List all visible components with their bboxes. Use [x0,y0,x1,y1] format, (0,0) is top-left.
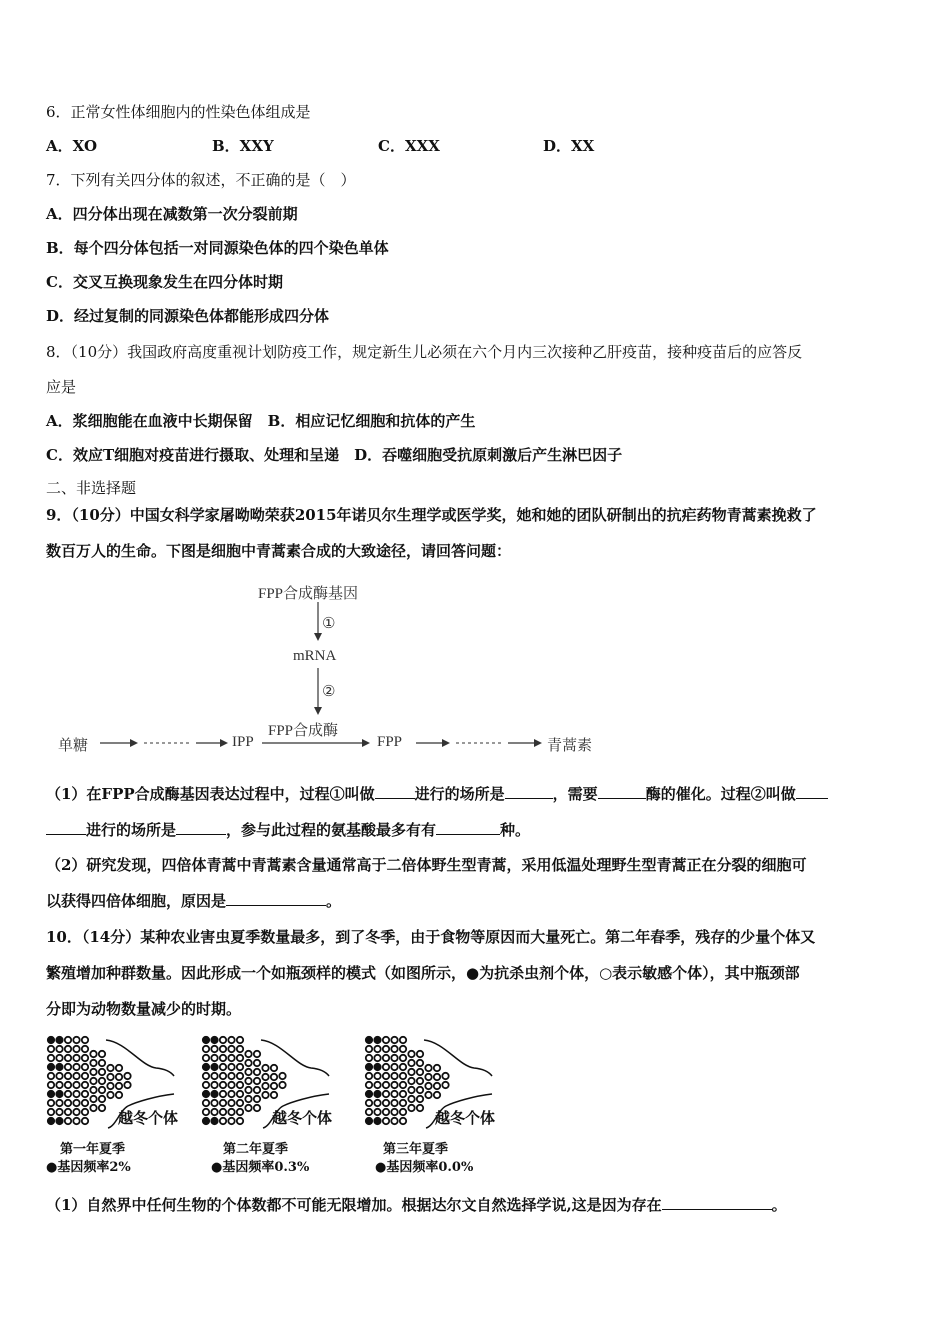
resistant-individual-dot [374,1064,380,1070]
resistant-individual-dot [203,1091,209,1097]
sensitive-individual-dot [442,1073,448,1079]
q7-stem: 7．下列有关四分体的叙述，不正确的是（ ） [46,171,356,189]
resistant-individual-dot [48,1091,54,1097]
sensitive-individual-dot [271,1065,277,1071]
sensitive-individual-dot [366,1055,372,1061]
resistant-individual-dot [56,1091,62,1097]
sensitive-individual-dot [408,1078,414,1084]
sensitive-individual-dot [82,1109,88,1115]
q8-stem-line2: 应是 [46,378,77,396]
sensitive-individual-dot [90,1087,96,1093]
sensitive-individual-dot [425,1074,431,1080]
season-label-year2: 第二年夏季 [223,1142,289,1157]
sensitive-individual-dot [417,1069,423,1075]
sensitive-individual-dot [400,1064,406,1070]
sensitive-individual-dot [237,1082,243,1088]
sensitive-individual-dot [271,1074,277,1080]
q9-sub1-text-f: ，参与此过程的氨基酸最多有有 [226,821,437,839]
sensitive-individual-dot [48,1073,54,1079]
sensitive-individual-dot [245,1087,251,1093]
sensitive-individual-dot [220,1109,226,1115]
sensitive-individual-dot [211,1046,217,1052]
answer-blank-7[interactable] [226,891,326,906]
sensitive-individual-dot [254,1069,260,1075]
sensitive-individual-dot [374,1100,380,1106]
q9-stem-line1: 9．（10分）中国女科学家屠呦呦荣获2015年诺贝尔生理学或医学奖，她和她的团队研制出的抗疟药物青蒿素挽救了 [46,506,817,524]
sensitive-individual-dot [220,1091,226,1097]
diagram-artemisinin-label: 青蒿素 [547,738,593,754]
diagram-step2-label: ② [322,684,336,700]
sensitive-individual-dot [271,1083,277,1089]
sensitive-individual-dot [211,1055,217,1061]
resistant-individual-dot [203,1118,209,1124]
sensitive-individual-dot [245,1060,251,1066]
sensitive-individual-dot [65,1073,71,1079]
sensitive-individual-dot [73,1073,79,1079]
sensitive-individual-dot [203,1082,209,1088]
sensitive-individual-dot [90,1051,96,1057]
sensitive-individual-dot [220,1082,226,1088]
resistant-individual-dot [211,1091,217,1097]
sensitive-individual-dot [56,1100,62,1106]
sensitive-individual-dot [408,1105,414,1111]
sensitive-individual-dot [391,1109,397,1115]
sensitive-individual-dot [254,1087,260,1093]
sensitive-individual-dot [82,1064,88,1070]
sensitive-individual-dot [65,1109,71,1115]
sensitive-individual-dot [107,1083,113,1089]
sensitive-individual-dot [65,1046,71,1052]
sensitive-individual-dot [245,1096,251,1102]
sensitive-individual-dot [237,1118,243,1124]
sensitive-individual-dot [220,1073,226,1079]
q7-option-c[interactable]: C．交叉互换现象发生在四分体时期 [46,273,283,291]
resistant-individual-dot [48,1064,54,1070]
sensitive-individual-dot [434,1083,440,1089]
q7-option-d[interactable]: D．经过复制的同源染色体都能形成四分体 [46,307,330,325]
freq-label-year1: ●基因频率2% [46,1160,131,1175]
sensitive-individual-dot [262,1065,268,1071]
diagram-enzyme-label: FPP合成酶 [268,723,339,739]
sensitive-individual-dot [366,1082,372,1088]
sensitive-individual-dot [417,1078,423,1084]
sensitive-individual-dot [434,1092,440,1098]
season-label-year3: 第三年夏季 [383,1142,449,1157]
sensitive-individual-dot [383,1118,389,1124]
sensitive-individual-dot [82,1073,88,1079]
sensitive-individual-dot [374,1055,380,1061]
sensitive-individual-dot [220,1037,226,1043]
q10-stem-line1: 10．（14分）某种农业害虫夏季数量最多，到了冬季，由于食物等原因而大量死亡。第二年春季，残存的少量个体又 [46,928,816,946]
sensitive-individual-dot [82,1082,88,1088]
sensitive-individual-dot [116,1092,122,1098]
sensitive-individual-dot [65,1091,71,1097]
sensitive-individual-dot [434,1074,440,1080]
answer-blank-1[interactable] [375,784,415,799]
pathway-arrow-2-icon [262,736,374,750]
q7-option-a[interactable]: A．四分体出现在减数第一次分裂前期 [46,205,298,223]
sensitive-individual-dot [245,1051,251,1057]
resistant-individual-dot [211,1037,217,1043]
q10-sub1-end: 。 [771,1196,787,1214]
sensitive-individual-dot [124,1082,130,1088]
freq-label-year2: ●基因频率0.3% [211,1160,310,1175]
sensitive-individual-dot [434,1065,440,1071]
answer-blank-2[interactable] [505,784,553,799]
q9-sub2-text: 以获得四倍体细胞，原因是 [46,892,227,910]
sensitive-individual-dot [56,1073,62,1079]
sensitive-individual-dot [90,1096,96,1102]
sensitive-individual-dot [203,1100,209,1106]
sensitive-individual-dot [99,1096,105,1102]
sensitive-individual-dot [99,1078,105,1084]
sensitive-individual-dot [271,1092,277,1098]
sensitive-individual-dot [107,1065,113,1071]
sensitive-individual-dot [366,1100,372,1106]
sensitive-individual-dot [228,1109,234,1115]
sensitive-individual-dot [400,1046,406,1052]
q10-sub1-text: （1）自然界中任何生物的个体数都不可能无限增加。根据达尔文自然选择学说,这是因为存在 [46,1196,662,1214]
pathway-arrow-1-icon [100,736,230,750]
answer-blank-6[interactable] [436,820,500,835]
sensitive-individual-dot [400,1100,406,1106]
q9-sub1-text-c: ，需要 [552,785,598,803]
sensitive-individual-dot [65,1100,71,1106]
q9-sub2-line1: （2）研究发现，四倍体青蒿中青蒿素含量通常高于二倍体野生型青蒿，采用低温处理野生型青蒿正在分裂的细胞可 [46,856,807,874]
sensitive-individual-dot [211,1100,217,1106]
sensitive-individual-dot [245,1078,251,1084]
q6-option-d[interactable]: D．XX [543,137,595,155]
sensitive-individual-dot [65,1055,71,1061]
sensitive-individual-dot [237,1037,243,1043]
sensitive-individual-dot [48,1109,54,1115]
q7-option-b[interactable]: B．每个四分体包括一对同源染色体的四个染色单体 [46,239,389,257]
sensitive-individual-dot [383,1091,389,1097]
sensitive-individual-dot [425,1065,431,1071]
resistant-individual-dot [374,1037,380,1043]
season-label-year1: 第一年夏季 [60,1142,126,1157]
sensitive-individual-dot [228,1037,234,1043]
sensitive-individual-dot [73,1037,79,1043]
answer-blank-8[interactable] [662,1195,772,1210]
sensitive-individual-dot [391,1118,397,1124]
sensitive-individual-dot [56,1082,62,1088]
sensitive-individual-dot [417,1060,423,1066]
sensitive-individual-dot [383,1055,389,1061]
q6-option-b[interactable]: B．XXY [212,137,274,155]
sensitive-individual-dot [99,1060,105,1066]
sensitive-individual-dot [366,1109,372,1115]
winter-label-year1: 越冬个体 [118,1109,179,1127]
resistant-individual-dot [374,1091,380,1097]
q6-option-c[interactable]: C．XXX [378,137,440,155]
sensitive-individual-dot [65,1064,71,1070]
sensitive-individual-dot [73,1082,79,1088]
resistant-individual-dot [203,1037,209,1043]
sensitive-individual-dot [90,1105,96,1111]
q8-options-row1[interactable]: A．浆细胞能在血液中长期保留 B．相应记忆细胞和抗体的产生 [46,412,476,430]
diagram-step1-label: ① [322,616,336,632]
q9-sub2-end: 。 [326,892,342,910]
sensitive-individual-dot [73,1118,79,1124]
q9-sub1-text-b: 进行的场所是 [414,785,505,803]
sensitive-individual-dot [48,1100,54,1106]
sensitive-individual-dot [254,1051,260,1057]
sensitive-individual-dot [220,1046,226,1052]
sensitive-individual-dot [107,1074,113,1080]
sensitive-individual-dot [90,1060,96,1066]
resistant-individual-dot [48,1037,54,1043]
sensitive-individual-dot [245,1069,251,1075]
sensitive-individual-dot [374,1046,380,1052]
sensitive-individual-dot [417,1051,423,1057]
answer-blank-3[interactable] [598,784,646,799]
sensitive-individual-dot [73,1046,79,1052]
sensitive-individual-dot [73,1109,79,1115]
sensitive-individual-dot [99,1051,105,1057]
q9-sub1-line2 [46,820,530,840]
sensitive-individual-dot [107,1092,113,1098]
sensitive-individual-dot [383,1100,389,1106]
q9-sub1-line1 [46,784,828,804]
sensitive-individual-dot [99,1069,105,1075]
resistant-individual-dot [56,1118,62,1124]
diagram-mrna-label: mRNA [293,648,337,664]
sensitive-individual-dot [391,1064,397,1070]
sensitive-individual-dot [400,1118,406,1124]
sensitive-individual-dot [417,1087,423,1093]
sensitive-individual-dot [254,1060,260,1066]
sensitive-individual-dot [48,1055,54,1061]
sensitive-individual-dot [262,1092,268,1098]
sensitive-individual-dot [73,1091,79,1097]
sensitive-individual-dot [391,1073,397,1079]
sensitive-individual-dot [262,1074,268,1080]
sensitive-individual-dot [73,1064,79,1070]
sensitive-individual-dot [417,1105,423,1111]
resistant-individual-dot [203,1064,209,1070]
sensitive-individual-dot [374,1073,380,1079]
diagram-gene-label: FPP合成酶基因 [258,586,359,602]
sensitive-individual-dot [383,1046,389,1052]
sensitive-individual-dot [400,1073,406,1079]
q6-stem: 6．正常女性体细胞内的性染色体组成是 [46,103,311,121]
resistant-individual-dot [56,1037,62,1043]
sensitive-individual-dot [417,1096,423,1102]
pathway-arrow-3-icon [416,736,546,750]
sensitive-individual-dot [245,1105,251,1111]
sensitive-individual-dot [220,1064,226,1070]
sensitive-individual-dot [211,1082,217,1088]
q10-stem-line3: 分即为动物数量减少的时期。 [46,1000,242,1018]
sensitive-individual-dot [48,1082,54,1088]
answer-blank-4a[interactable] [796,784,828,799]
sensitive-individual-dot [56,1109,62,1115]
sensitive-individual-dot [124,1073,130,1079]
sensitive-individual-dot [383,1037,389,1043]
sensitive-individual-dot [391,1055,397,1061]
sensitive-individual-dot [279,1082,285,1088]
sensitive-individual-dot [425,1092,431,1098]
sensitive-individual-dot [220,1055,226,1061]
sensitive-individual-dot [82,1037,88,1043]
sensitive-individual-dot [203,1055,209,1061]
sensitive-individual-dot [442,1082,448,1088]
sensitive-individual-dot [228,1091,234,1097]
sensitive-individual-dot [211,1109,217,1115]
sensitive-individual-dot [237,1064,243,1070]
sensitive-individual-dot [254,1078,260,1084]
sensitive-individual-dot [220,1118,226,1124]
sensitive-individual-dot [82,1100,88,1106]
sensitive-individual-dot [400,1091,406,1097]
sensitive-individual-dot [116,1074,122,1080]
sensitive-individual-dot [237,1100,243,1106]
resistant-individual-dot [56,1064,62,1070]
sensitive-individual-dot [391,1037,397,1043]
diagram-ipp-label: IPP [232,734,254,750]
sensitive-individual-dot [279,1073,285,1079]
sensitive-individual-dot [220,1100,226,1106]
sensitive-individual-dot [116,1065,122,1071]
q9-stem-line2: 数百万人的生命。下图是细胞中青蒿素合成的大致途径，请回答问题： [46,542,512,560]
sensitive-individual-dot [391,1091,397,1097]
winter-label-year2: 越冬个体 [272,1109,333,1127]
sensitive-individual-dot [73,1100,79,1106]
freq-label-year3: ●基因频率0.0% [375,1160,474,1175]
sensitive-individual-dot [374,1082,380,1088]
q6-option-a[interactable]: A．XO [46,137,98,155]
sensitive-individual-dot [237,1109,243,1115]
sensitive-individual-dot [65,1082,71,1088]
resistant-individual-dot [366,1118,372,1124]
sensitive-individual-dot [408,1060,414,1066]
q9-sub1-text-d: 酶的催化。过程②叫做 [645,785,796,803]
sensitive-individual-dot [374,1109,380,1115]
sensitive-individual-dot [383,1109,389,1115]
resistant-individual-dot [366,1091,372,1097]
sensitive-individual-dot [228,1064,234,1070]
sensitive-individual-dot [65,1118,71,1124]
sensitive-individual-dot [211,1073,217,1079]
sensitive-individual-dot [400,1055,406,1061]
winter-label-year3: 越冬个体 [435,1109,496,1127]
sensitive-individual-dot [203,1073,209,1079]
sensitive-individual-dot [228,1055,234,1061]
sensitive-individual-dot [82,1046,88,1052]
diagram-monosaccharide-label: 单糖 [58,738,89,754]
sensitive-individual-dot [408,1087,414,1093]
sensitive-individual-dot [400,1082,406,1088]
sensitive-individual-dot [56,1046,62,1052]
q9-sub1-text-a: （1）在FPP合成酶基因表达过程中，过程①叫做 [46,785,375,803]
sensitive-individual-dot [99,1087,105,1093]
sensitive-individual-dot [82,1091,88,1097]
sensitive-individual-dot [82,1055,88,1061]
sensitive-individual-dot [254,1105,260,1111]
sensitive-individual-dot [203,1109,209,1115]
sensitive-individual-dot [56,1055,62,1061]
sensitive-individual-dot [383,1082,389,1088]
sensitive-individual-dot [383,1064,389,1070]
sensitive-individual-dot [391,1046,397,1052]
answer-blank-5[interactable] [176,820,226,835]
sensitive-individual-dot [99,1105,105,1111]
sensitive-individual-dot [366,1046,372,1052]
q9-sub2-line2 [46,891,341,911]
resistant-individual-dot [48,1118,54,1124]
resistant-individual-dot [211,1064,217,1070]
q8-options-row2[interactable]: C．效应T细胞对疫苗进行摄取、处理和呈递 D．吞噬细胞受抗原刺激后产生淋巴因子 [46,446,623,464]
sensitive-individual-dot [82,1118,88,1124]
sensitive-individual-dot [228,1046,234,1052]
sensitive-individual-dot [228,1082,234,1088]
sensitive-individual-dot [254,1096,260,1102]
sensitive-individual-dot [400,1037,406,1043]
sensitive-individual-dot [203,1046,209,1052]
sensitive-individual-dot [228,1118,234,1124]
sensitive-individual-dot [65,1037,71,1043]
sensitive-individual-dot [48,1046,54,1052]
q10-sub1 [46,1195,787,1215]
sensitive-individual-dot [228,1100,234,1106]
resistant-individual-dot [366,1037,372,1043]
sensitive-individual-dot [237,1091,243,1097]
resistant-individual-dot [211,1118,217,1124]
sensitive-individual-dot [391,1100,397,1106]
section-title: 二、非选择题 [46,479,137,497]
sensitive-individual-dot [366,1073,372,1079]
q8-stem-line1: 8．（10分）我国政府高度重视计划防疫工作，规定新生儿必须在六个月内三次接种乙肝疫苗，接种疫苗后的应答反 [46,343,803,361]
q9-sub1-text-e: 进行的场所是 [86,821,177,839]
sensitive-individual-dot [408,1069,414,1075]
sensitive-individual-dot [237,1073,243,1079]
sensitive-individual-dot [237,1055,243,1061]
sensitive-individual-dot [408,1096,414,1102]
sensitive-individual-dot [400,1109,406,1115]
q10-stem-line2: 繁殖增加种群数量。因此形成一个如瓶颈样的模式（如图所示，●为抗杀虫剂个体，○表示敏感个体），其中瓶颈部 [46,964,800,982]
sensitive-individual-dot [425,1083,431,1089]
sensitive-individual-dot [237,1046,243,1052]
sensitive-individual-dot [90,1069,96,1075]
sensitive-individual-dot [116,1083,122,1089]
sensitive-individual-dot [90,1078,96,1084]
resistant-individual-dot [374,1118,380,1124]
sensitive-individual-dot [73,1055,79,1061]
sensitive-individual-dot [408,1051,414,1057]
q9-sub1-text-g: 种。 [500,821,531,839]
answer-blank-4b[interactable] [46,820,86,835]
diagram-fpp-label: FPP [377,734,403,750]
sensitive-individual-dot [262,1083,268,1089]
sensitive-individual-dot [391,1082,397,1088]
resistant-individual-dot [366,1064,372,1070]
sensitive-individual-dot [383,1073,389,1079]
sensitive-individual-dot [228,1073,234,1079]
